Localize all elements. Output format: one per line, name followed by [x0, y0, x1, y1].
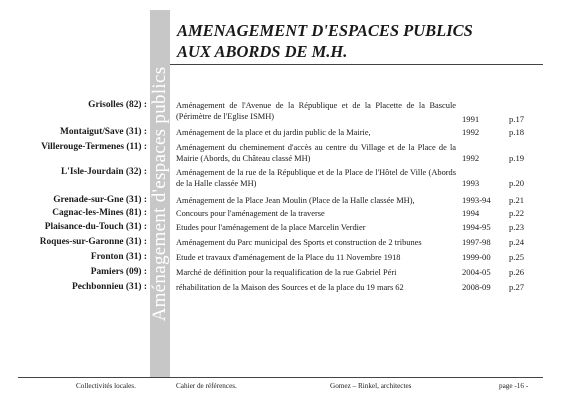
entry-year: 2004-05 — [462, 267, 491, 277]
entry-description: Aménagement du cheminement d'accès au centre du Village et de la Place de la Mairie (Abords, du Château classé MH) — [176, 143, 456, 163]
entry-page: p.22 — [509, 208, 525, 218]
entry-year: 1993-94 — [462, 195, 491, 205]
footer-divider — [18, 377, 543, 378]
entry-page: p.20 — [509, 178, 525, 188]
page-title — [177, 20, 473, 62]
entry-description: réhabilitation de la Maison des Sources et de la place du 19 mars 62 — [176, 283, 404, 292]
header-divider — [170, 64, 543, 65]
entry-page: p.23 — [509, 222, 525, 232]
entry-description: Aménagement de la rue de la République et de la Place de l'Hôtel de Ville (Abords de la Halle classée MH) — [176, 168, 456, 188]
entry-place: Grisolles (82) : — [88, 100, 147, 110]
entry-description: Aménagement de l'Avenue de la République et de la Placette de la Bascule (Périmètre de l'Eglise ISMH) — [176, 101, 456, 121]
page-title-line-2: AUX ABORDS DE M.H. — [177, 42, 348, 61]
entry-page: p.26 — [509, 267, 525, 277]
entry-year: 1994 — [462, 208, 480, 218]
entry-place: Villerouge-Termenes (11) : — [41, 142, 147, 152]
entry-page: p.19 — [509, 153, 525, 163]
entry-description: Concours pour l'aménagement de la traverse — [176, 209, 325, 218]
page-title-line-1: AMENAGEMENT D'ESPACES PUBLICS — [177, 21, 473, 40]
entry-description: Aménagement du Parc municipal des Sports et construction de 2 tribunes — [176, 238, 422, 247]
entry-page: p.17 — [509, 114, 525, 124]
entry-place: Pechbonnieu (31) : — [72, 282, 147, 292]
entry-place: Plaisance-du-Touch (31) : — [44, 222, 147, 232]
entry-place: Montaigut/Save (31) : — [60, 127, 147, 137]
footer-page-number: page -16 - — [499, 382, 529, 390]
entry-description: Marché de définition pour la requalification de la rue Gabriel Péri — [176, 268, 397, 277]
entry-page: p.24 — [509, 237, 525, 247]
entry-place: Grenade-sur-Gne (31) : — [53, 195, 147, 205]
entry-year: 2008-09 — [462, 282, 491, 292]
entry-place: Fronton (31) : — [90, 252, 147, 262]
entry-page: p.18 — [509, 127, 525, 137]
entry-year: 1994-95 — [462, 222, 491, 232]
entry-page: p.27 — [509, 282, 525, 292]
entry-page: p.21 — [509, 195, 525, 205]
entry-description: Aménagement de la Place Jean Moulin (Place de la Halle classée MH), — [176, 196, 415, 205]
entry-page: p.25 — [509, 252, 525, 262]
entry-year: 1992 — [462, 127, 480, 137]
entry-year: 1993 — [462, 178, 480, 188]
entry-year: 1991 — [462, 114, 480, 124]
entry-description: Etude et travaux d'aménagement de la Place du 11 Novembre 1918 — [176, 253, 401, 262]
entry-place: Roques-sur-Garonne (31) : — [39, 237, 147, 247]
entry-description: Etudes pour l'aménagement de la place Marcelin Verdier — [176, 223, 366, 232]
entry-year: 1992 — [462, 153, 480, 163]
entry-year: 1997-98 — [462, 237, 491, 247]
entry-description: Aménagement de la place et du jardin public de la Mairie, — [176, 128, 371, 137]
entry-place: Cagnac-les-Mines (81) : — [52, 208, 147, 218]
sidebar-vertical-text: Aménagement d'espaces publics — [149, 66, 170, 322]
footer-center-right-text: Gomez – Rinkel, architectes — [330, 382, 412, 390]
footer-center-left-text: Cahier de références. — [176, 382, 237, 390]
entry-year: 1999-00 — [462, 252, 491, 262]
footer-left-text: Collectivités locales. — [76, 382, 136, 390]
entry-place: L'Isle-Jourdain (32) : — [61, 167, 147, 177]
entry-place: Pamiers (09) : — [90, 267, 147, 277]
